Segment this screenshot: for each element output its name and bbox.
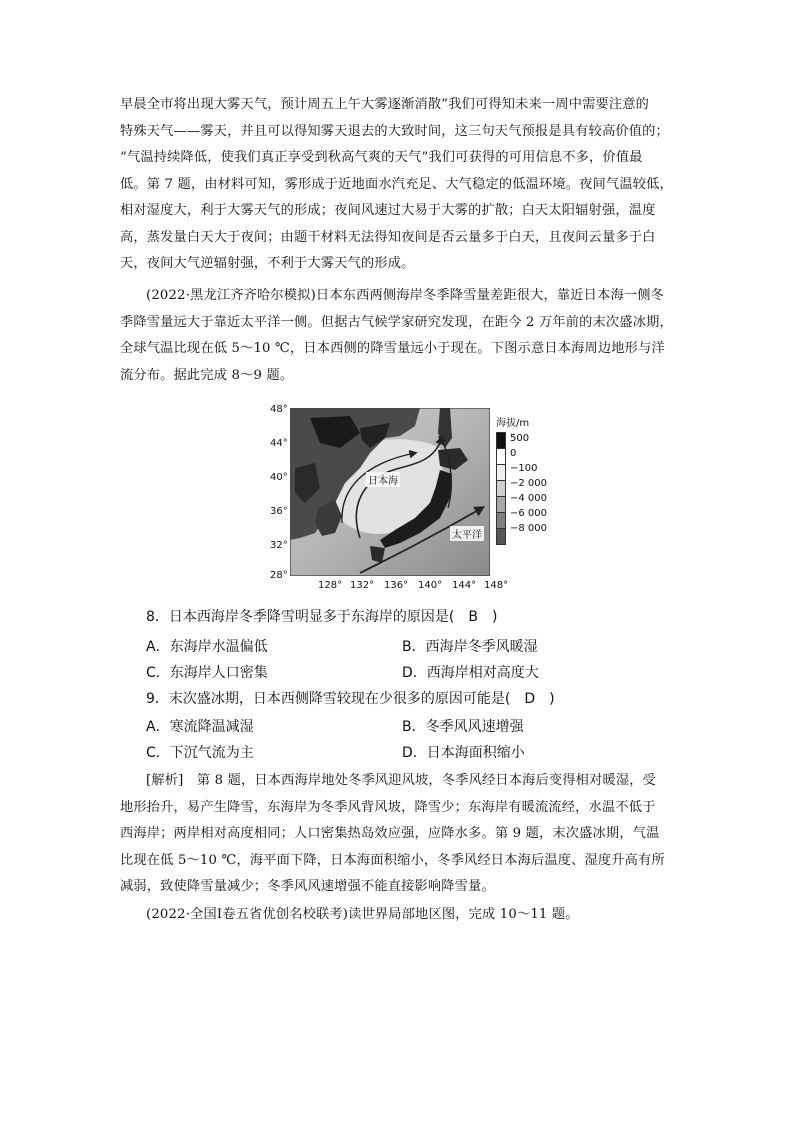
legend-swatch <box>496 497 506 513</box>
text-line: 地形抬升，易产生降雪，东海岸为冬季风背风坡，降雪少；东海岸有暖流流经，水温不低于 <box>120 799 656 815</box>
text-line: 天，夜间大气逆辐射强，不利于大雾天气的形成。 <box>120 256 415 271</box>
legend-value: −100 <box>510 463 538 474</box>
legend-swatch <box>496 465 506 481</box>
question-9-option-c[interactable]: C．下沉气流为主 <box>146 745 254 761</box>
legend-value: 0 <box>510 448 517 459</box>
text-line: 季降雪量远大于靠近太平洋一侧。但据古气候学家研究发现，在距今 2 万年前的末次盛冰期， <box>120 314 673 330</box>
text-line: “气温持续降低，使我们真正享受到秋高气爽的天气”我们可获得的可用信息不多，价值最 <box>120 150 643 165</box>
text-line: [解析] 第 8 题，日本西海岸地处冬季风迎风坡，冬季风经日本海后变得相对暖湿，受 <box>146 773 657 788</box>
legend-value: −6 000 <box>510 508 548 519</box>
legend-value: −2 000 <box>510 478 548 489</box>
text-line: (2022·黑龙江齐齐哈尔模拟)日本东西两侧海岸冬季降雪量差距很大，靠近日本海一侧冬 <box>146 288 665 303</box>
lon-label: 140° <box>418 580 443 591</box>
text-line: 早晨全市将出现大雾天气，预计周五上午大雾逐渐消散”我们可得知未来一周中需要注意的 <box>120 97 650 112</box>
legend-value: 500 <box>510 433 530 444</box>
lon-label: 128° <box>318 580 343 591</box>
text-line: 全球气温比现在低 5～10 ℃，日本西侧的降雪量远小于现在。下图示意日本海周边地形与洋 <box>120 341 665 356</box>
map-image <box>290 408 490 576</box>
question-8-option-b[interactable]: B．西海岸冬季风暖湿 <box>402 639 538 655</box>
question-9-option-b[interactable]: B．冬季风风速增强 <box>402 719 524 735</box>
intro-paragraph <box>120 92 680 278</box>
sea-of-japan-label: 日本海 <box>366 472 400 487</box>
text-line: 比现在低 5～10 ℃，海平面下降，日本海面积缩小，冬季风经日本海后温度、湿度升高有所 <box>120 852 665 868</box>
legend-swatch <box>496 449 506 465</box>
analysis-paragraph <box>120 768 680 901</box>
question-9-option-a[interactable]: A．寒流降温减湿 <box>146 719 254 735</box>
legend-swatch <box>496 513 506 529</box>
pacific-label: 太平洋 <box>450 526 484 541</box>
text-line: 高，蒸发量白天大于夜间；由题干材料无法得知夜间是否云量多于白天，且夜间云量多于白 <box>120 229 656 245</box>
legend-value: −8 000 <box>510 523 548 534</box>
lat-label: 48° <box>270 404 288 415</box>
lat-label: 36° <box>270 506 288 517</box>
question-8-stem: 8．日本西海岸冬季降雪明显多于东海岸的原因是( B ) <box>146 609 498 625</box>
lat-label: 28° <box>270 570 288 581</box>
lat-label: 44° <box>270 438 288 449</box>
lon-label: 144° <box>452 580 477 591</box>
text-line: 流分布。据此完成 8～9 题。 <box>120 367 294 383</box>
question-9-option-d[interactable]: D．日本海面积缩小 <box>402 745 525 761</box>
japan-sea-map-figure <box>268 402 548 592</box>
lat-label: 40° <box>270 472 288 483</box>
text-line: 相对湿度大，利于大雾天气的形成；夜间风速过大易于大雾的扩散；白天太阳辐射强，温度 <box>120 203 656 218</box>
text-line: (2022·全国Ⅰ卷五省优创名校联考)读世界局部地区图，完成 10～11 题。 <box>146 907 579 922</box>
question-8-option-c[interactable]: C．东海岸人口密集 <box>146 665 268 681</box>
legend-swatch <box>496 529 506 545</box>
lat-label: 32° <box>270 540 288 551</box>
legend-bar <box>496 432 506 545</box>
lon-label: 136° <box>384 580 409 591</box>
question-8-option-d[interactable]: D．西海岸相对高度大 <box>402 665 539 681</box>
legend-title: 海拔/m <box>496 418 530 429</box>
legend-swatch <box>496 481 506 497</box>
legend-value: −4 000 <box>510 493 548 504</box>
text-line: 低。第 7 题，由材料可知，雾形成于近地面水汽充足、大气稳定的低温环境。夜间气温较低， <box>120 176 673 192</box>
lon-label: 148° <box>484 580 509 591</box>
legend-swatch <box>496 432 506 449</box>
material-paragraph <box>120 283 680 389</box>
text-line: 特殊天气——雾天，并且可以得知雾天退去的大致时间，这三句天气预报是具有较高价值的； <box>120 123 669 139</box>
text-line: 减弱，致使降雪量减少；冬季风风速增强不能直接影响降雪量。 <box>120 879 495 894</box>
question-9-stem: 9．末次盛冰期，日本西侧降雪较现在少很多的原因可能是( D ) <box>146 691 555 707</box>
next-material-paragraph <box>120 902 680 929</box>
lon-label: 132° <box>350 580 375 591</box>
text-line: 西海岸；两岸相对高度相同；人口密集热岛效应强，应降水多。第 9 题，末次盛冰期，气温 <box>120 826 660 841</box>
question-8-option-a[interactable]: A．东海岸水温偏低 <box>146 639 268 655</box>
